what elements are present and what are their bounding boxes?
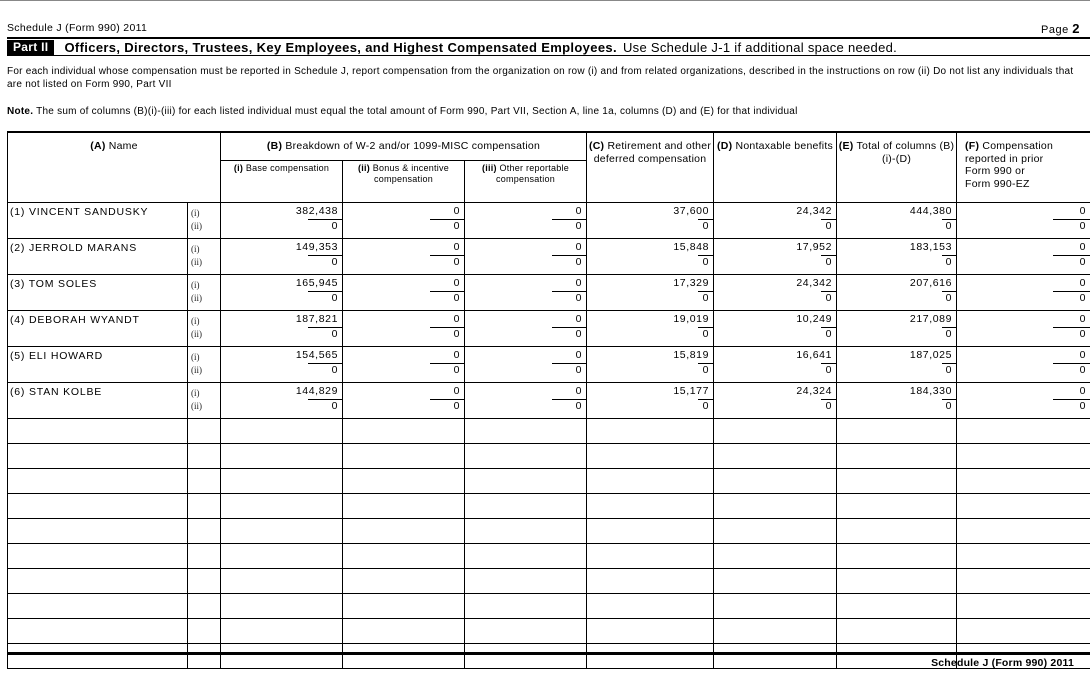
value-row-ii: 0: [821, 291, 836, 305]
value-cell: [957, 239, 1090, 275]
value-cell: [465, 275, 587, 311]
value-row-i: 187,821: [295, 313, 339, 325]
empty-cell: [8, 444, 188, 469]
value-cell: [221, 239, 343, 275]
empty-cell: [343, 419, 465, 444]
value-cell: [465, 311, 587, 347]
empty-cell: [837, 444, 957, 469]
row-code: (ii): [191, 364, 202, 375]
table-row: [8, 275, 1090, 311]
empty-cell: [8, 544, 188, 569]
empty-cell: [714, 444, 837, 469]
value-cell: [343, 347, 465, 383]
value-cell: [587, 275, 714, 311]
value-row-ii: 0: [821, 255, 836, 269]
table-row: [8, 239, 1090, 275]
empty-cell: [957, 619, 1090, 644]
empty-cell: [188, 494, 221, 519]
empty-cell: [8, 519, 188, 544]
value-row-i: 187,025: [909, 349, 953, 361]
value-row-i: 144,829: [295, 385, 339, 397]
col-a-header: (A) Name: [8, 132, 221, 203]
value-row-i: 149,353: [295, 241, 339, 253]
empty-cell: [343, 444, 465, 469]
row-code: (i): [191, 316, 200, 326]
empty-cell: [957, 419, 1090, 444]
value-row-i: 0: [453, 205, 461, 217]
empty-cell: [587, 519, 714, 544]
empty-cell: [587, 569, 714, 594]
part-header: [7, 39, 1090, 55]
value-cell: [221, 203, 343, 239]
value-cell: [343, 275, 465, 311]
empty-cell: [343, 594, 465, 619]
value-row-ii: 0: [552, 399, 586, 413]
value-cell: [957, 311, 1090, 347]
empty-cell: [714, 469, 837, 494]
empty-cell: [957, 569, 1090, 594]
value-row-ii: 0: [942, 327, 956, 341]
value-row-i: 15,177: [673, 385, 710, 397]
value-row-i: 154,565: [295, 349, 339, 361]
value-row-ii: 0: [698, 363, 713, 377]
value-cell: [343, 239, 465, 275]
value-cell: [714, 311, 837, 347]
person-name: (6) STAN KOLBE: [8, 383, 188, 419]
value-row-ii: 0: [308, 399, 342, 413]
value-cell: [587, 239, 714, 275]
empty-cell: [221, 419, 343, 444]
row-codes: [188, 311, 221, 347]
value-row-i: 37,600: [673, 205, 710, 217]
value-cell: [465, 383, 587, 419]
empty-cell: [343, 644, 465, 669]
value-row-i: 382,438: [295, 205, 339, 217]
col-d-header: (D) Nontaxable benefits: [714, 132, 837, 203]
value-row-ii: 0: [308, 291, 342, 305]
value-cell: [837, 275, 957, 311]
value-row-ii: 0: [698, 291, 713, 305]
value-row-ii: 0: [1053, 327, 1090, 341]
value-cell: [587, 347, 714, 383]
part-rule: [7, 55, 1090, 56]
value-row-i: 0: [1079, 241, 1087, 253]
value-row-i: 0: [575, 349, 583, 361]
value-cell: [714, 239, 837, 275]
value-row-ii: 0: [698, 255, 713, 269]
empty-cell: [957, 594, 1090, 619]
value-cell: [957, 203, 1090, 239]
value-row-ii: 0: [698, 399, 713, 413]
row-code: (i): [191, 244, 200, 254]
value-row-ii: 0: [430, 255, 464, 269]
empty-cell: [714, 494, 837, 519]
empty-cell: [465, 494, 587, 519]
value-row-ii: 0: [942, 219, 956, 233]
value-cell: [587, 203, 714, 239]
part-subtitle: Use Schedule J-1 if additional space needed.: [622, 39, 898, 55]
row-codes: [188, 347, 221, 383]
empty-row: [8, 619, 1090, 644]
empty-cell: [188, 444, 221, 469]
empty-cell: [587, 594, 714, 619]
empty-cell: [714, 619, 837, 644]
empty-cell: [957, 469, 1090, 494]
value-row-i: 17,952: [796, 241, 833, 253]
note-text: Note. The sum of columns (B)(i)-(iii) for each listed individual must equal the total amount of Form 990, Part VII, Section A, line 1a, columns (D) and (E) for that individual: [7, 106, 798, 117]
value-row-i: 183,153: [909, 241, 953, 253]
empty-cell: [837, 619, 957, 644]
value-cell: [957, 275, 1090, 311]
value-row-i: 15,848: [673, 241, 710, 253]
value-row-ii: 0: [308, 219, 342, 233]
table-body: [8, 203, 1090, 669]
empty-row: [8, 469, 1090, 494]
row-code: (i): [191, 208, 200, 218]
empty-cell: [837, 594, 957, 619]
table-row: [8, 383, 1090, 419]
empty-cell: [465, 594, 587, 619]
row-codes: [188, 383, 221, 419]
value-row-ii: 0: [1053, 255, 1090, 269]
empty-cell: [8, 594, 188, 619]
empty-cell: [587, 444, 714, 469]
empty-cell: [221, 619, 343, 644]
empty-cell: [714, 519, 837, 544]
empty-cell: [837, 494, 957, 519]
part-title: Officers, Directors, Trustees, Key Employees, and Highest Compensated Employees.: [64, 39, 617, 55]
row-codes: [188, 275, 221, 311]
empty-cell: [221, 519, 343, 544]
value-row-i: 0: [1079, 349, 1087, 361]
empty-cell: [8, 469, 188, 494]
instructions-text: For each individual whose compensation must be reported in Schedule J, report compensation from the organization on row (i) and from related organizations, described in the instructions on row (ii) Do not list any individuals that are not listed on Form 990, Part VII: [7, 66, 1074, 90]
value-row-i: 184,330: [909, 385, 953, 397]
value-cell: [221, 275, 343, 311]
col-f-header: (F) Compensation reported in prior Form 990 or Form 990-EZ: [957, 132, 1090, 203]
empty-cell: [8, 569, 188, 594]
value-row-ii: 0: [308, 327, 342, 341]
value-cell: [587, 383, 714, 419]
value-row-i: 16,641: [796, 349, 833, 361]
part-label: Part II: [7, 40, 54, 55]
value-row-ii: 0: [430, 291, 464, 305]
table-row: [8, 347, 1090, 383]
row-codes: [188, 203, 221, 239]
empty-cell: [188, 644, 221, 669]
empty-cell: [714, 644, 837, 669]
empty-cell: [343, 519, 465, 544]
empty-cell: [221, 594, 343, 619]
empty-cell: [587, 469, 714, 494]
value-cell: [465, 203, 587, 239]
row-code: (i): [191, 280, 200, 290]
value-cell: [587, 311, 714, 347]
page-number: Page 2: [1041, 21, 1080, 36]
value-row-i: 24,342: [796, 277, 833, 289]
value-row-ii: 0: [308, 255, 342, 269]
row-code: (ii): [191, 256, 202, 267]
table-row: [8, 311, 1090, 347]
value-cell: [714, 203, 837, 239]
empty-row: [8, 494, 1090, 519]
empty-cell: [465, 644, 587, 669]
empty-cell: [221, 494, 343, 519]
value-cell: [221, 311, 343, 347]
empty-cell: [837, 419, 957, 444]
value-cell: [957, 347, 1090, 383]
empty-cell: [343, 494, 465, 519]
empty-cell: [221, 569, 343, 594]
value-row-ii: 0: [430, 399, 464, 413]
empty-cell: [714, 419, 837, 444]
value-row-i: 0: [1079, 313, 1087, 325]
empty-cell: [188, 544, 221, 569]
value-row-ii: 0: [821, 327, 836, 341]
empty-cell: [587, 544, 714, 569]
empty-cell: [957, 444, 1090, 469]
row-code: (ii): [191, 220, 202, 231]
col-b3-header: (iii) Other reportable compensation: [465, 161, 587, 203]
value-row-ii: 0: [821, 219, 836, 233]
col-b2-header: (ii) Bonus & incentive compensation: [343, 161, 465, 203]
empty-cell: [465, 619, 587, 644]
empty-cell: [188, 569, 221, 594]
value-row-i: 19,019: [673, 313, 710, 325]
value-row-ii: 0: [430, 219, 464, 233]
row-code: (i): [191, 352, 200, 362]
value-row-ii: 0: [1053, 291, 1090, 305]
person-name: (5) ELI HOWARD: [8, 347, 188, 383]
empty-cell: [714, 594, 837, 619]
value-row-i: 10,249: [796, 313, 833, 325]
empty-row: [8, 444, 1090, 469]
value-cell: [714, 275, 837, 311]
person-name: (4) DEBORAH WYANDT: [8, 311, 188, 347]
empty-cell: [587, 644, 714, 669]
person-name: (1) VINCENT SANDUSKY: [8, 203, 188, 239]
empty-cell: [8, 644, 188, 669]
value-row-i: 0: [1079, 385, 1087, 397]
value-row-i: 0: [453, 313, 461, 325]
value-row-ii: 0: [1053, 219, 1090, 233]
value-row-ii: 0: [942, 291, 956, 305]
value-row-ii: 0: [552, 255, 586, 269]
empty-cell: [465, 569, 587, 594]
value-cell: [714, 347, 837, 383]
value-row-ii: 0: [942, 363, 956, 377]
value-cell: [837, 347, 957, 383]
empty-cell: [343, 569, 465, 594]
col-c-header: (C) Retirement and other deferred compensation: [587, 132, 714, 203]
value-cell: [837, 239, 957, 275]
empty-cell: [343, 619, 465, 644]
value-row-ii: 0: [1053, 399, 1090, 413]
value-row-ii: 0: [430, 327, 464, 341]
empty-cell: [221, 444, 343, 469]
empty-cell: [343, 469, 465, 494]
value-row-ii: 0: [942, 255, 956, 269]
value-cell: [837, 383, 957, 419]
value-row-i: 207,616: [909, 277, 953, 289]
person-name: (3) TOM SOLES: [8, 275, 188, 311]
empty-row: [8, 569, 1090, 594]
empty-cell: [837, 569, 957, 594]
value-row-i: 24,342: [796, 205, 833, 217]
empty-cell: [465, 544, 587, 569]
empty-cell: [837, 544, 957, 569]
value-row-i: 0: [575, 277, 583, 289]
value-row-ii: 0: [821, 399, 836, 413]
col-e-header: (E) Total of columns (B)(i)-(D): [837, 132, 957, 203]
value-cell: [221, 383, 343, 419]
value-row-ii: 0: [552, 327, 586, 341]
value-row-ii: 0: [821, 363, 836, 377]
row-code: (ii): [191, 328, 202, 339]
empty-cell: [587, 419, 714, 444]
footer-rule: [7, 652, 1090, 655]
footer-form-name: Schedule J (Form 990) 2011: [931, 657, 1074, 669]
col-b1-header: (i) Base compensation: [221, 161, 343, 203]
value-row-i: 0: [453, 385, 461, 397]
empty-cell: [587, 494, 714, 519]
value-row-i: 0: [453, 241, 461, 253]
empty-row: [8, 544, 1090, 569]
row-code: (ii): [191, 400, 202, 411]
value-row-ii: 0: [552, 291, 586, 305]
empty-cell: [465, 519, 587, 544]
value-row-i: 0: [453, 349, 461, 361]
value-cell: [957, 383, 1090, 419]
value-row-i: 444,380: [909, 205, 953, 217]
empty-cell: [837, 519, 957, 544]
value-cell: [465, 347, 587, 383]
empty-cell: [465, 469, 587, 494]
value-cell: [837, 203, 957, 239]
empty-cell: [221, 469, 343, 494]
value-cell: [343, 383, 465, 419]
empty-row: [8, 419, 1090, 444]
empty-cell: [188, 519, 221, 544]
row-code: (i): [191, 388, 200, 398]
value-cell: [837, 311, 957, 347]
value-row-i: 0: [575, 385, 583, 397]
empty-cell: [221, 544, 343, 569]
value-row-i: 0: [453, 277, 461, 289]
value-row-i: 217,089: [909, 313, 953, 325]
empty-cell: [714, 544, 837, 569]
value-row-ii: 0: [308, 363, 342, 377]
empty-cell: [714, 569, 837, 594]
value-row-i: 0: [575, 205, 583, 217]
value-row-i: 165,945: [295, 277, 339, 289]
value-cell: [221, 347, 343, 383]
row-codes: [188, 239, 221, 275]
value-cell: [343, 311, 465, 347]
value-row-ii: 0: [698, 219, 713, 233]
col-b-header: (B) Breakdown of W-2 and/or 1099-MISC compensation: [221, 132, 587, 161]
empty-cell: [188, 619, 221, 644]
value-row-ii: 0: [552, 219, 586, 233]
empty-cell: [188, 469, 221, 494]
empty-row: [8, 644, 1090, 669]
value-row-i: 15,819: [673, 349, 710, 361]
value-row-i: 24,324: [796, 385, 833, 397]
person-name: (2) JERROLD MARANS: [8, 239, 188, 275]
form-name: Schedule J (Form 990) 2011: [7, 22, 148, 34]
empty-cell: [957, 519, 1090, 544]
value-row-ii: 0: [698, 327, 713, 341]
value-row-ii: 0: [430, 363, 464, 377]
table-row: [8, 203, 1090, 239]
value-row-i: 17,329: [673, 277, 710, 289]
value-cell: [465, 239, 587, 275]
empty-row: [8, 519, 1090, 544]
top-border: [0, 0, 1090, 1]
empty-cell: [587, 619, 714, 644]
compensation-table: [7, 131, 1090, 669]
empty-cell: [465, 444, 587, 469]
empty-cell: [837, 469, 957, 494]
empty-cell: [957, 494, 1090, 519]
empty-cell: [343, 544, 465, 569]
value-row-i: 0: [575, 313, 583, 325]
empty-cell: [221, 644, 343, 669]
empty-cell: [957, 544, 1090, 569]
value-row-ii: 0: [1053, 363, 1090, 377]
value-cell: [343, 203, 465, 239]
empty-cell: [8, 619, 188, 644]
empty-cell: [188, 419, 221, 444]
value-row-i: 0: [1079, 277, 1087, 289]
value-cell: [714, 383, 837, 419]
empty-cell: [8, 494, 188, 519]
empty-cell: [188, 594, 221, 619]
value-row-ii: 0: [552, 363, 586, 377]
value-row-i: 0: [1079, 205, 1087, 217]
empty-row: [8, 594, 1090, 619]
value-row-i: 0: [575, 241, 583, 253]
value-row-ii: 0: [942, 399, 956, 413]
row-code: (ii): [191, 292, 202, 303]
empty-cell: [8, 419, 188, 444]
empty-cell: [465, 419, 587, 444]
